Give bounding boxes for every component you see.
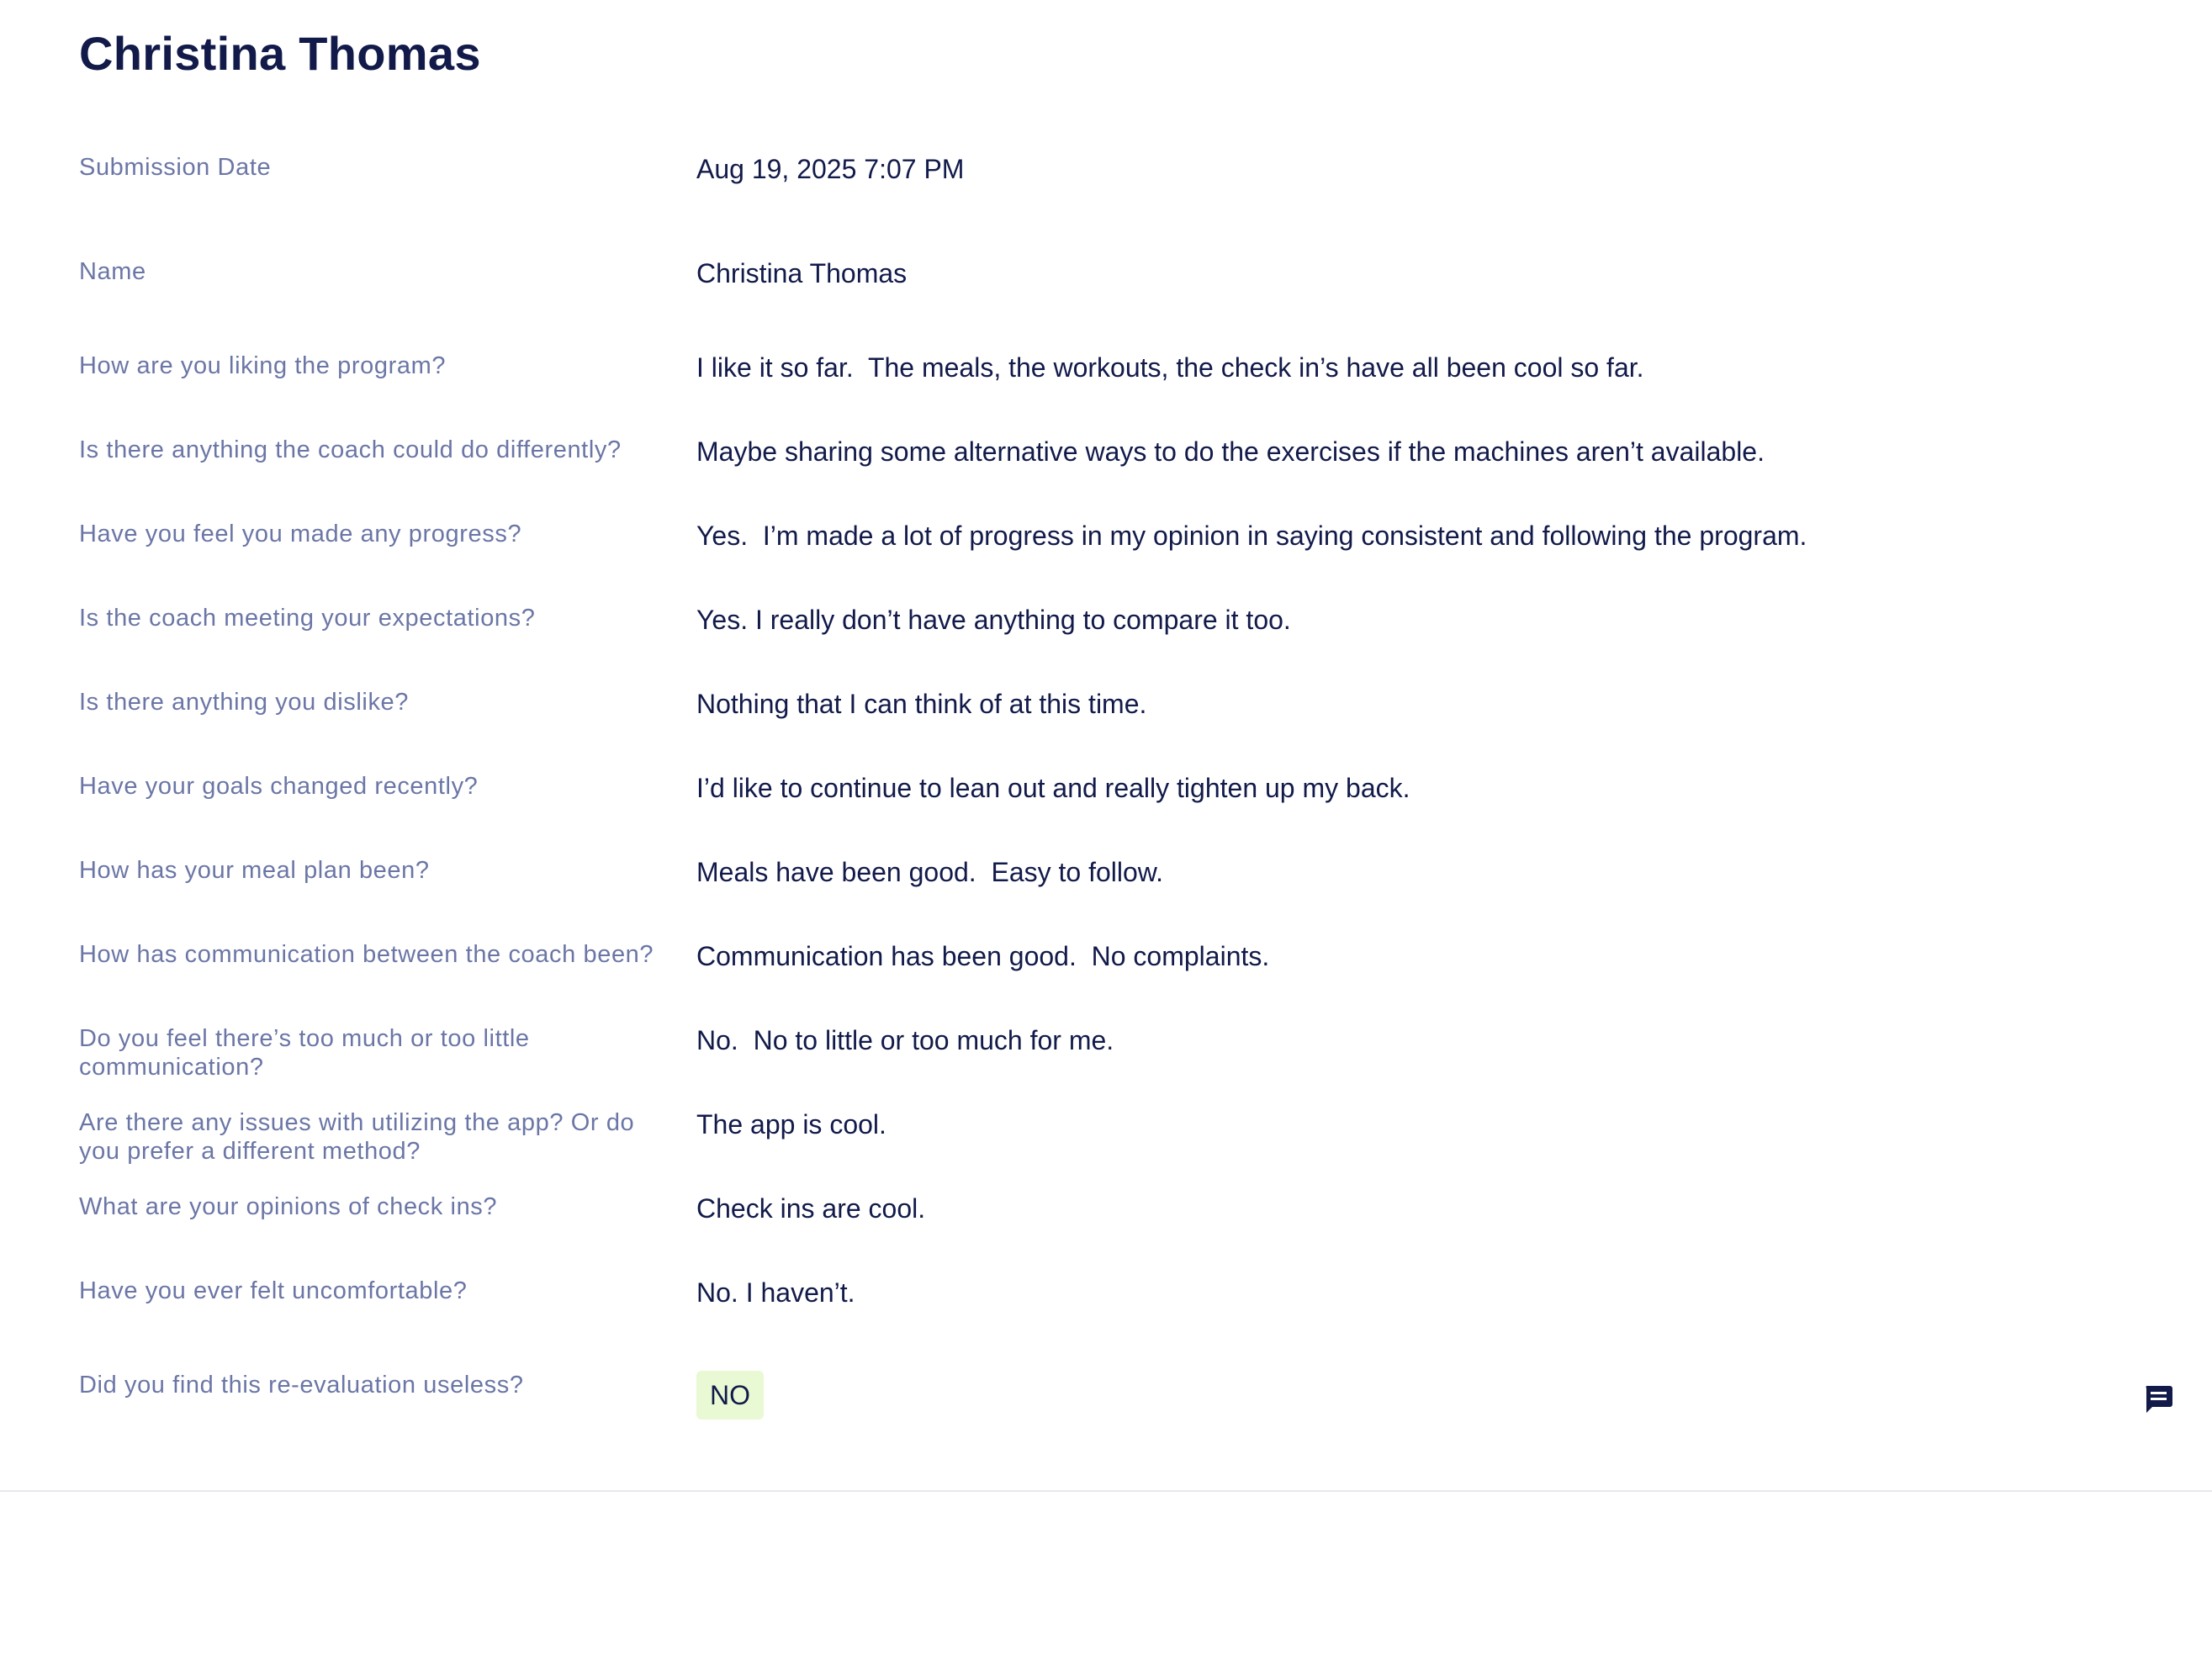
field-value: Christina Thomas [696,258,908,288]
field-label: How has your meal plan been? [79,857,430,884]
field-value: I like it so far. The meals, the workouts, the check in’s have all been cool so far. [696,352,1644,383]
answer-badge: NO [696,1371,764,1420]
field-value: No. I haven’t. [696,1277,855,1308]
field-value: Meals have been good. Easy to follow. [696,857,1164,887]
field-label: Name [79,258,146,285]
field-label: Do you feel there’s too much or too little communication? [79,1025,530,1081]
field-label: Did you find this re-evaluation useless? [79,1372,524,1399]
field-label: How are you liking the program? [79,352,447,379]
field-value: The app is cool. [696,1109,886,1139]
field-value: Maybe sharing some alternative ways to do the exercises if the machines aren’t available. [696,436,1765,467]
field-label: Is there anything the coach could do differently? [79,436,622,463]
field-value: Communication has been good. No complaints. [696,941,1270,971]
field-value: Check ins are cool. [696,1193,926,1224]
field-label: Is the coach meeting your expectations? [79,605,536,632]
field-value: Yes. I really don’t have anything to compare it too. [696,605,1291,635]
field-label: Is there anything you dislike? [79,689,409,716]
field-value: I’d like to continue to lean out and really tighten up my back. [696,773,1410,803]
field-label: Are there any issues with utilizing the app? Or do you prefer a different method? [79,1109,635,1165]
chat-bubble-icon[interactable] [2142,1383,2174,1415]
field-value: Aug 19, 2025 7:07 PM [696,154,965,184]
field-value: Yes. I’m made a lot of progress in my opinion in saying consistent and following the program. [696,521,1807,551]
field-label: What are your opinions of check ins? [79,1193,498,1220]
field-label: Have you feel you made any progress? [79,521,522,547]
section-divider [0,1490,2212,1492]
field-value: No. No to little or too much for me. [696,1025,1114,1055]
field-value: Nothing that I can think of at this time. [696,689,1147,719]
field-label: Submission Date [79,154,272,181]
field-label: How has communication between the coach been? [79,941,654,968]
field-label: Have you ever felt uncomfortable? [79,1277,468,1304]
field-label: Have your goals changed recently? [79,773,479,800]
page-title: Christina Thomas [79,27,481,80]
